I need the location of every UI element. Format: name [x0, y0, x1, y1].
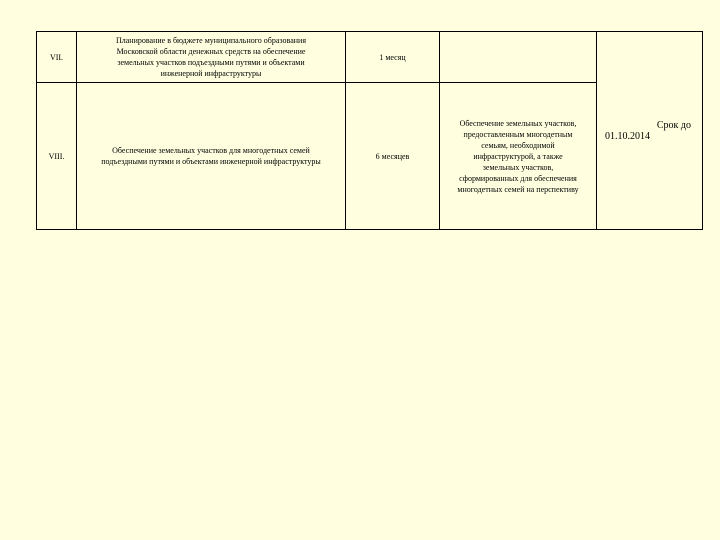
row-number-cell — [37, 83, 77, 230]
row-duration: 6 месяцев — [375, 151, 410, 161]
deadline-prefix: Срок до — [656, 120, 691, 131]
deadline-cell — [597, 32, 703, 230]
plan-table — [36, 31, 703, 230]
table-row — [37, 32, 703, 83]
row-description: Планирование в бюджете муниципального образования Московской области денежных средств на обеспечение земельных участков подъездными путями и объектами инженерной инфраструктуры — [115, 36, 307, 78]
deadline-date: 01.10.2014 — [605, 131, 650, 142]
result-cell — [440, 83, 597, 230]
description-cell — [77, 83, 346, 230]
row-description: Обеспечение земельных участков для многодетных семей подъездными путями и объектами инженерной инфраструктуры — [101, 146, 321, 166]
row-duration: 1 месяц — [379, 52, 406, 62]
row-number-cell — [37, 32, 77, 83]
result-cell — [440, 32, 597, 83]
row-result: Обеспечение земельных участков, предоставленным многодетным семьям, необходимой инфраструктурой, а также земельных участков, сформированных для обеспечения многодетных семей на перспективу — [457, 118, 579, 194]
row-number: VIII. — [48, 151, 65, 161]
row-number: VII. — [49, 52, 64, 62]
description-cell — [77, 32, 346, 83]
duration-cell — [346, 83, 440, 230]
duration-cell — [346, 32, 440, 83]
